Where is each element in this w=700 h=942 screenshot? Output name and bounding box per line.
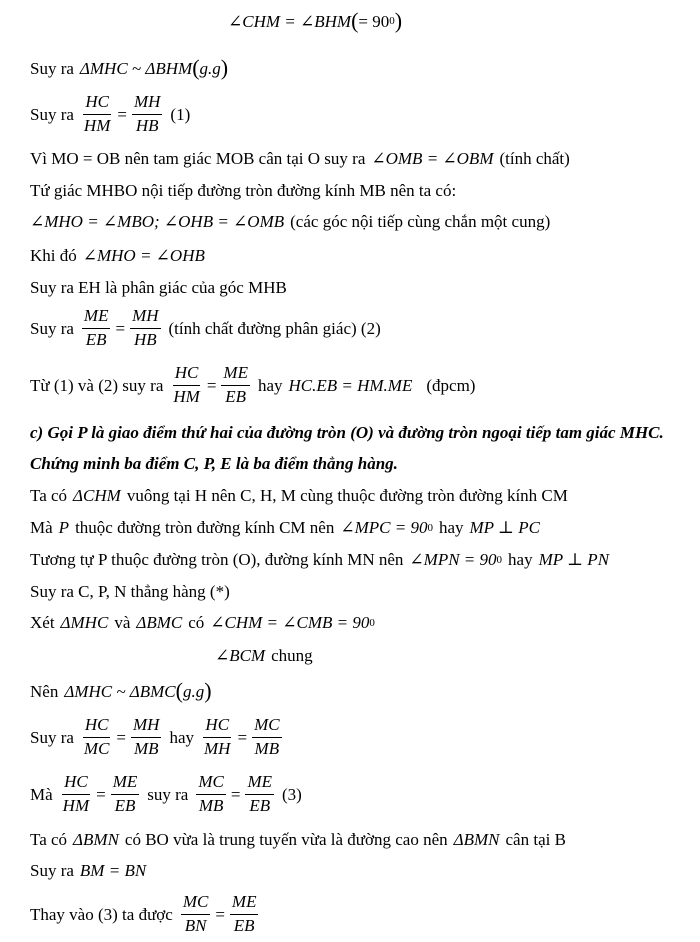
ratio-line-1: Suy ra $\frac{HC}{HM}$ = $\frac{MH}{HB}$ (1) (30, 92, 191, 135)
ratio-line-4: Mà $\frac{HC}{HM}$ = $\frac{ME}{EB}$ suy ra $\frac{MC}{MB}$ = $\frac{ME}{EB}$ (3) (30, 772, 302, 815)
text-line: Xét ΔMHC và ΔBMC có ∠CHM = ∠CMB = 90 0 (30, 613, 375, 632)
text-line: Ta có ΔCHM vuông tại H nên C, H, M cùng thuộc đường tròn đường kính CM (30, 486, 568, 505)
problem-statement: c) Gọi P là giao điểm thứ hai của đường tròn (O) và đường tròn ngoại tiếp tam giác MHC. (30, 423, 664, 442)
final-ratio-line: Thay vào (3) ta được $\frac{MC}{BN}$ = $\frac{ME}{EB}$ (30, 892, 257, 935)
fraction: $\frac{HC}{HM}$ (173, 363, 200, 406)
text-line: Suy ra BM = BN (30, 861, 147, 880)
fraction: $\frac{MC}{BN}$ (182, 892, 209, 935)
text-line: ∠BCM chung (215, 646, 313, 665)
fraction: $\frac{ME}{EB}$ (112, 772, 138, 815)
text-line: Suy ra C, P, N thẳng hàng (*) (30, 582, 230, 601)
text-line: Khi đó ∠MHO = ∠OHB (30, 246, 205, 265)
fraction: $\frac{MC}{MB}$ (254, 715, 280, 758)
similarity-line-2: Nên ΔMHC ~ ΔBMC ( g.g ) (30, 678, 212, 703)
fraction: $\frac{MH}{HB}$ (132, 306, 159, 349)
fraction: $\frac{HC}{MH}$ (204, 715, 231, 758)
text-line: Tương tự P thuộc đường tròn (O), đường kính MN nên ∠MPN = 90 0 hay MP ⊥ PN (30, 550, 610, 569)
text-line: Tứ giác MHBO nội tiếp đường tròn đường kính MB nên ta có: (30, 181, 457, 200)
fraction: $\frac{HC}{MC}$ (83, 715, 110, 758)
similarity-line-1: Suy ra ΔMHC ~ ΔBHM ( g.g ) (30, 55, 229, 80)
ratio-line-2: Suy ra $\frac{ME}{EB}$ = $\frac{MH}{HB}$ (tính chất đường phân giác) (2) (30, 306, 381, 349)
ratio-line-3: Suy ra $\frac{HC}{MC}$ = $\frac{MH}{MB}$ hay $\frac{HC}{MH}$ = $\frac{MC}{MB}$ (30, 715, 280, 758)
equation: ∠CHM = ∠BHM (228, 11, 352, 31)
problem-statement: Chứng minh ba điểm C, P, E là ba điểm thẳng hàng. (30, 454, 398, 473)
fraction: $\frac{HC}{HM}$ (62, 772, 90, 815)
fraction: $\frac{MC}{MB}$ (198, 772, 224, 815)
text-line: Mà P thuộc đường tròn đường kính CM nên ∠MPC = 90 0 hay MP ⊥ PC (30, 518, 540, 537)
angle-equality-line: ∠CHM = ∠BHM ( = 90 0 ) (228, 8, 403, 33)
text-line: ∠MHO = ∠MBO; ∠OHB = ∠OMB (các góc nội tiếp cùng chắn một cung) (30, 212, 551, 231)
text-line: Ta có ΔBMN có BO vừa là trung tuyến vừa là đường cao nên ΔBMN cân tại B (30, 830, 566, 849)
text-line: Vì MO = OB nên tam giác MOB cân tại O suy ra ∠OMB = ∠OBM (tính chất) (30, 149, 570, 168)
fraction: $\frac{ME}{EB}$ (223, 363, 248, 406)
fraction: $\frac{MH}{HB}$ (133, 92, 161, 135)
fraction: $\frac{ME}{EB}$ (247, 772, 272, 815)
fraction: $\frac{HC}{HM}$ (83, 92, 111, 135)
fraction: $\frac{MH}{MB}$ (133, 715, 160, 758)
text-line: Suy ra EH là phân giác của góc MHB (30, 278, 287, 297)
fraction: $\frac{ME}{EB}$ (83, 306, 109, 349)
conclusion-line: Từ (1) và (2) suy ra $\frac{HC}{HM}$ = $\frac{ME}{EB}$ hay HC.EB = HM.ME (đpcm) (30, 363, 476, 406)
fraction: $\frac{ME}{EB}$ (231, 892, 257, 935)
